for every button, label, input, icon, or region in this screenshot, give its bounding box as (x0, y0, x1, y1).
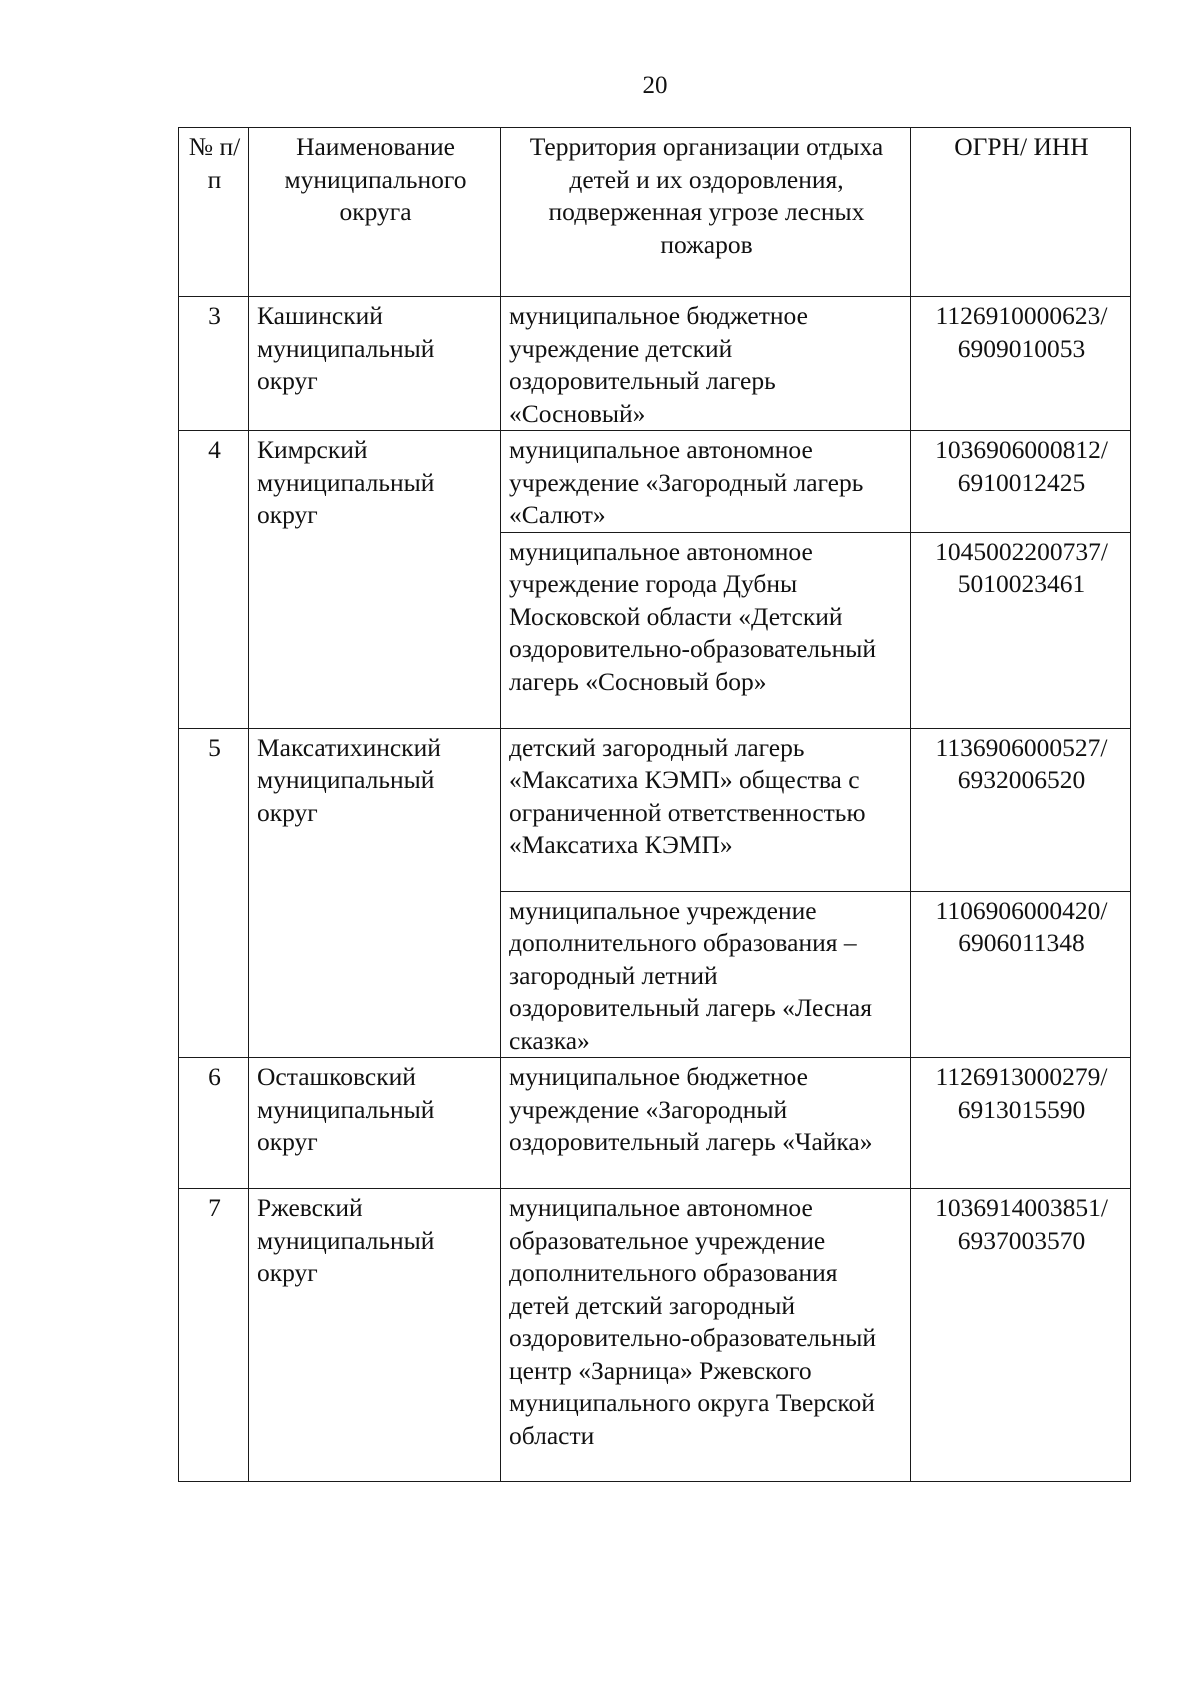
row-number: 7 (179, 1189, 249, 1482)
row-number: 4 (179, 431, 249, 729)
district-name: Кимрский муниципальный округ (249, 431, 501, 729)
header-ogrn: ОГРН/ ИНН (911, 128, 1131, 297)
row-number: 6 (179, 1058, 249, 1189)
territory-cell: муниципальное бюджетное учреждение «Загородный оздоровительный лагерь «Чайка» (501, 1058, 911, 1189)
territory-cell: муниципальное автономное учреждение города Дубны Московской области «Детский оздоровительно-образовательный лагерь «Сосновый бор» (501, 532, 911, 728)
table-header-row (179, 128, 1131, 297)
table-row (179, 1058, 1131, 1189)
territory-cell: муниципальное бюджетное учреждение детский оздоровительный лагерь «Сосновый» (501, 297, 911, 431)
territory-cell: детский загородный лагерь «Максатиха КЭМП» общества с ограниченной ответственностью «Максатиха КЭМП» (501, 728, 911, 891)
district-name: Кашинский муниципальный округ (249, 297, 501, 431)
territory-cell: муниципальное учреждение дополнительного образования – загородный летний оздоровительный лагерь «Лесная сказка» (501, 891, 911, 1058)
ogrn-cell: 1106906000420/ 6906011348 (911, 891, 1131, 1058)
ogrn-cell: 1045002200737/ 5010023461 (911, 532, 1131, 728)
camps-table (178, 127, 1131, 1482)
header-territory: Территория организации отдыха детей и их оздоровления, подверженная угрозе лесных пожаров (501, 128, 911, 297)
district-name: Максатихинский муниципальный округ (249, 728, 501, 1058)
row-number: 5 (179, 728, 249, 1058)
territory-cell: муниципальное автономное учреждение «Загородный лагерь «Салют» (501, 431, 911, 533)
header-district: Наименование муниципального округа (249, 128, 501, 297)
table-row (179, 1189, 1131, 1482)
table-row (179, 297, 1131, 431)
district-name: Ржевский муниципальный округ (249, 1189, 501, 1482)
table-row (179, 728, 1131, 891)
table-row (179, 431, 1131, 533)
ogrn-cell: 1136906000527/ 6932006520 (911, 728, 1131, 891)
ogrn-cell: 1126913000279/ 6913015590 (911, 1058, 1131, 1189)
ogrn-cell: 1036914003851/ 6937003570 (911, 1189, 1131, 1482)
ogrn-cell: 1126910000623/ 6909010053 (911, 297, 1131, 431)
page-number: 20 (642, 72, 668, 99)
ogrn-cell: 1036906000812/ 6910012425 (911, 431, 1131, 533)
header-num: № п/п (179, 128, 249, 297)
row-number: 3 (179, 297, 249, 431)
district-name: Осташковский муниципальный округ (249, 1058, 501, 1189)
territory-cell: муниципальное автономное образовательное учреждение дополнительного образования детей детский загородный оздоровительно-образовательный центр «Зарница» Ржевского муниципального округа Тверской области (501, 1189, 911, 1482)
